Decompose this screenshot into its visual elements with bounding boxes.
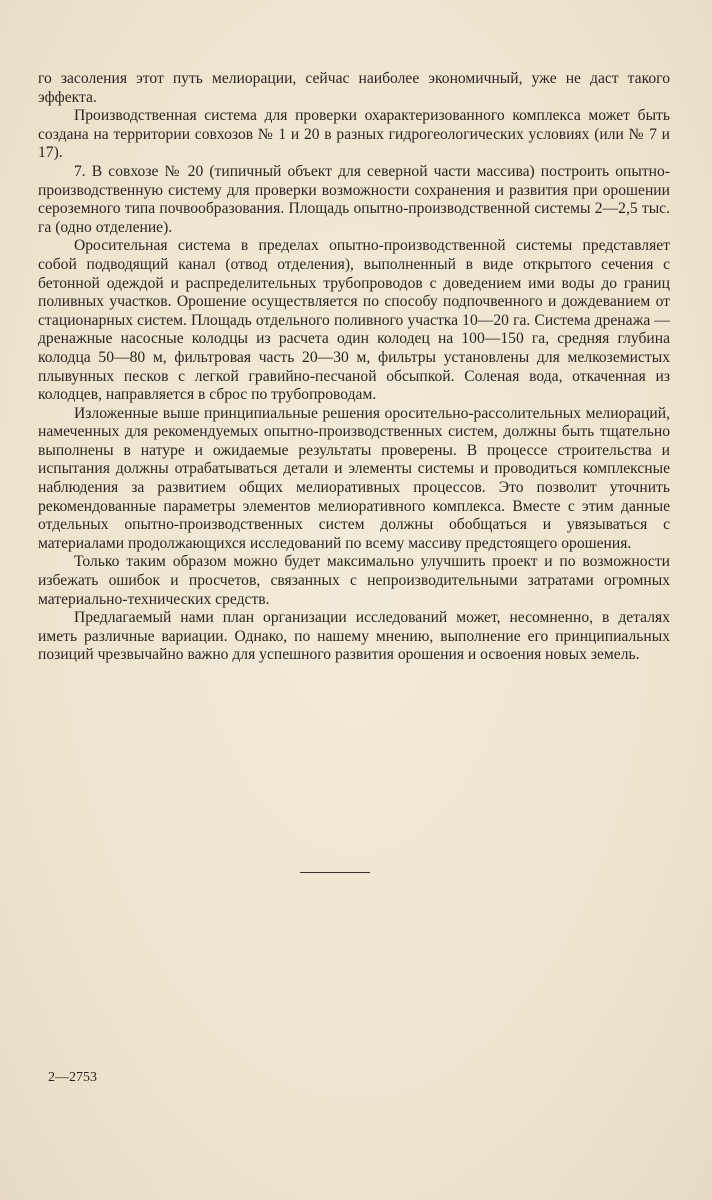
section-divider	[300, 872, 370, 873]
body-text	[38, 70, 670, 665]
paragraph-2: Производственная система для проверки охарактеризованного комплекса может быть создана на территории совхозов № 1 и 20 в разных гидрогеологических условиях (или № 7 и 17).	[38, 107, 670, 162]
paragraph-5: Изложенные выше принципиальные решения оросительно-рассолительных мелиораций, намеченных для рекомендуемых опытно-производственных систем, должны быть тщательно выполнены в натуре и ожидаемые результаты проверены. В процессе строительства и испытания должны отрабатываться детали и элементы системы и проводиться комплексные наблюдения за развитием общих мелиоративных процессов. Это позволит уточнить рекомендованные параметры элементов мелиоративного комплекса. Вместе с этим данные отдельных опытно-производственных систем должны обобщаться и увязываться с материалами продолжающихся исследований по всему массиву предстоящего орошения.	[38, 404, 670, 552]
paragraph-4: Оросительная система в пределах опытно-производственной системы представляет собой подводящий канал (отвод отделения), выполненный в виде открытого сечения с бетонной одеждой и распределительных трубопроводов с доведением ими воды до границ поливных участков. Орошение осуществляется по способу подпочвенного и дождеванием от стационарных систем. Площадь отдельного поливного участка 10—20 га. Система дренажа — дренажные насосные колодцы из расчета один колодец на 100—150 га, средняя глубина колодца 50—80 м, фильтровая часть 20—30 м, фильтры установлены для мелкоземистых плывунных песков с легкой гравийно-песчаной обсыпкой. Соленая вода, откаченная из колодцев, направляется в сброс по трубопроводам.	[38, 237, 670, 404]
paragraph-1: го засоления этот путь мелиорации, сейчас наиболее экономичный, уже не даст такого эффекта.	[38, 70, 670, 106]
paragraph-7: Предлагаемый нами план организации исследований может, несомненно, в деталях иметь различные вариации. Однако, по нашему мнению, выполнение его принципиальных позиций чрезвычайно важно для успешного развития орошения и освоения новых земель.	[38, 609, 670, 664]
printer-signature: 2—2753	[48, 1070, 97, 1085]
paragraph-3: 7. В совхозе № 20 (типичный объект для северной части массива) построить опытно-производственную систему для проверки возможности сохранения и развития при орошении сероземного типа почвообразования. Площадь опытно-производственной системы 2—2,5 тыс. га (одно отделение).	[38, 162, 670, 236]
paragraph-6: Только таким образом можно будет максимально улучшить проект и по возможности избежать ошибок и просчетов, связанных с непроизводительными затратами огромных материально-технических средств.	[38, 553, 670, 608]
